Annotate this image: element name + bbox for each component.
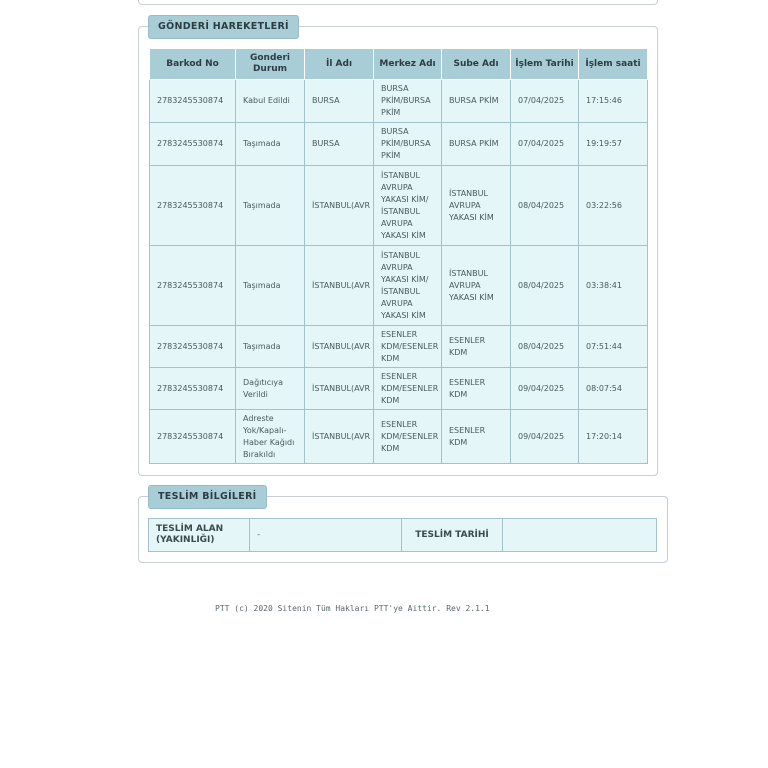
branch-cell: İSTANBUL AVRUPA YAKASI KİM [442,246,511,326]
table-row [150,326,648,368]
column-header-branch: Sube Adı [442,49,511,80]
table-row [150,166,648,246]
receiver-label: TESLİM ALAN (YAKINLIĞI) [149,519,250,552]
copyright-footer: PTT (c) 2020 Sitenin Tüm Hakları PTT'ye Aittir. Rev 2.1.1 [215,604,490,613]
receiver-value: - [250,519,402,552]
center-cell: ESENLER KDM/ESENLER KDM [374,326,442,368]
date-cell: 07/04/2025 [511,80,579,123]
barcode-cell: 2783245530874 [150,80,236,123]
barcode-cell: 2783245530874 [150,326,236,368]
center-cell: İSTANBUL AVRUPA YAKASI KİM/ İSTANBUL AVRUPA YAKASI KİM [374,246,442,326]
delivery-info-row [149,519,657,552]
column-header-city: İl Adı [305,49,374,80]
date-cell: 08/04/2025 [511,246,579,326]
column-header-status: Gonderi Durum [236,49,305,80]
status-cell: Taşımada [236,123,305,166]
table-row [150,410,648,464]
branch-cell: BURSA PKİM [442,80,511,123]
time-cell: 19:19:57 [579,123,648,166]
status-cell: Taşımada [236,246,305,326]
table-row [150,123,648,166]
city-cell: İSTANBUL(AVR [305,410,374,464]
status-cell: Adreste Yok/Kapalı-Haber Kağıdı Bırakıldı [236,410,305,464]
city-cell: İSTANBUL(AVR [305,166,374,246]
table-row [150,80,648,123]
status-cell: Taşımada [236,326,305,368]
barcode-cell: 2783245530874 [150,246,236,326]
branch-cell: ESENLER KDM [442,326,511,368]
status-cell: Kabul Edildi [236,80,305,123]
barcode-cell: 2783245530874 [150,410,236,464]
time-cell: 07:51:44 [579,326,648,368]
delivery-info-title: TESLİM BİLGİLERİ [148,485,267,509]
center-cell: ESENLER KDM/ESENLER KDM [374,368,442,410]
column-header-date: İşlem Tarihi [511,49,579,80]
branch-cell: ESENLER KDM [442,410,511,464]
branch-cell: ESENLER KDM [442,368,511,410]
date-cell: 08/04/2025 [511,326,579,368]
delivery-info-panel [138,491,668,563]
shipment-movements-title: GÖNDERİ HAREKETLERİ [148,15,299,39]
time-cell: 03:38:41 [579,246,648,326]
previous-panel-edge [138,0,658,5]
status-cell: Dağıtıcıya Verildi [236,368,305,410]
date-cell: 09/04/2025 [511,410,579,464]
city-cell: İSTANBUL(AVR [305,326,374,368]
table-header-row [150,49,648,80]
city-cell: BURSA [305,123,374,166]
time-cell: 03:22:56 [579,166,648,246]
barcode-cell: 2783245530874 [150,123,236,166]
center-cell: BURSA PKİM/BURSA PKİM [374,80,442,123]
date-cell: 07/04/2025 [511,123,579,166]
shipment-movements-panel [138,21,658,476]
date-cell: 09/04/2025 [511,368,579,410]
city-cell: İSTANBUL(AVR [305,368,374,410]
barcode-cell: 2783245530874 [150,368,236,410]
time-cell: 08:07:54 [579,368,648,410]
column-header-center: Merkez Adı [374,49,442,80]
column-header-barcode: Barkod No [150,49,236,80]
delivery-info-table [148,518,657,552]
delivery-date-label: TESLİM TARİHİ [402,519,503,552]
city-cell: BURSA [305,80,374,123]
barcode-cell: 2783245530874 [150,166,236,246]
date-cell: 08/04/2025 [511,166,579,246]
center-cell: İSTANBUL AVRUPA YAKASI KİM/ İSTANBUL AVRUPA YAKASI KİM [374,166,442,246]
status-cell: Taşımada [236,166,305,246]
table-row [150,368,648,410]
time-cell: 17:15:46 [579,80,648,123]
table-row [150,246,648,326]
delivery-date-value [503,519,657,552]
center-cell: ESENLER KDM/ESENLER KDM [374,410,442,464]
branch-cell: İSTANBUL AVRUPA YAKASI KİM [442,166,511,246]
time-cell: 17:20:14 [579,410,648,464]
city-cell: İSTANBUL(AVR [305,246,374,326]
column-header-time: İşlem saati [579,49,648,80]
shipment-movements-table [149,48,648,464]
center-cell: BURSA PKİM/BURSA PKİM [374,123,442,166]
branch-cell: BURSA PKİM [442,123,511,166]
